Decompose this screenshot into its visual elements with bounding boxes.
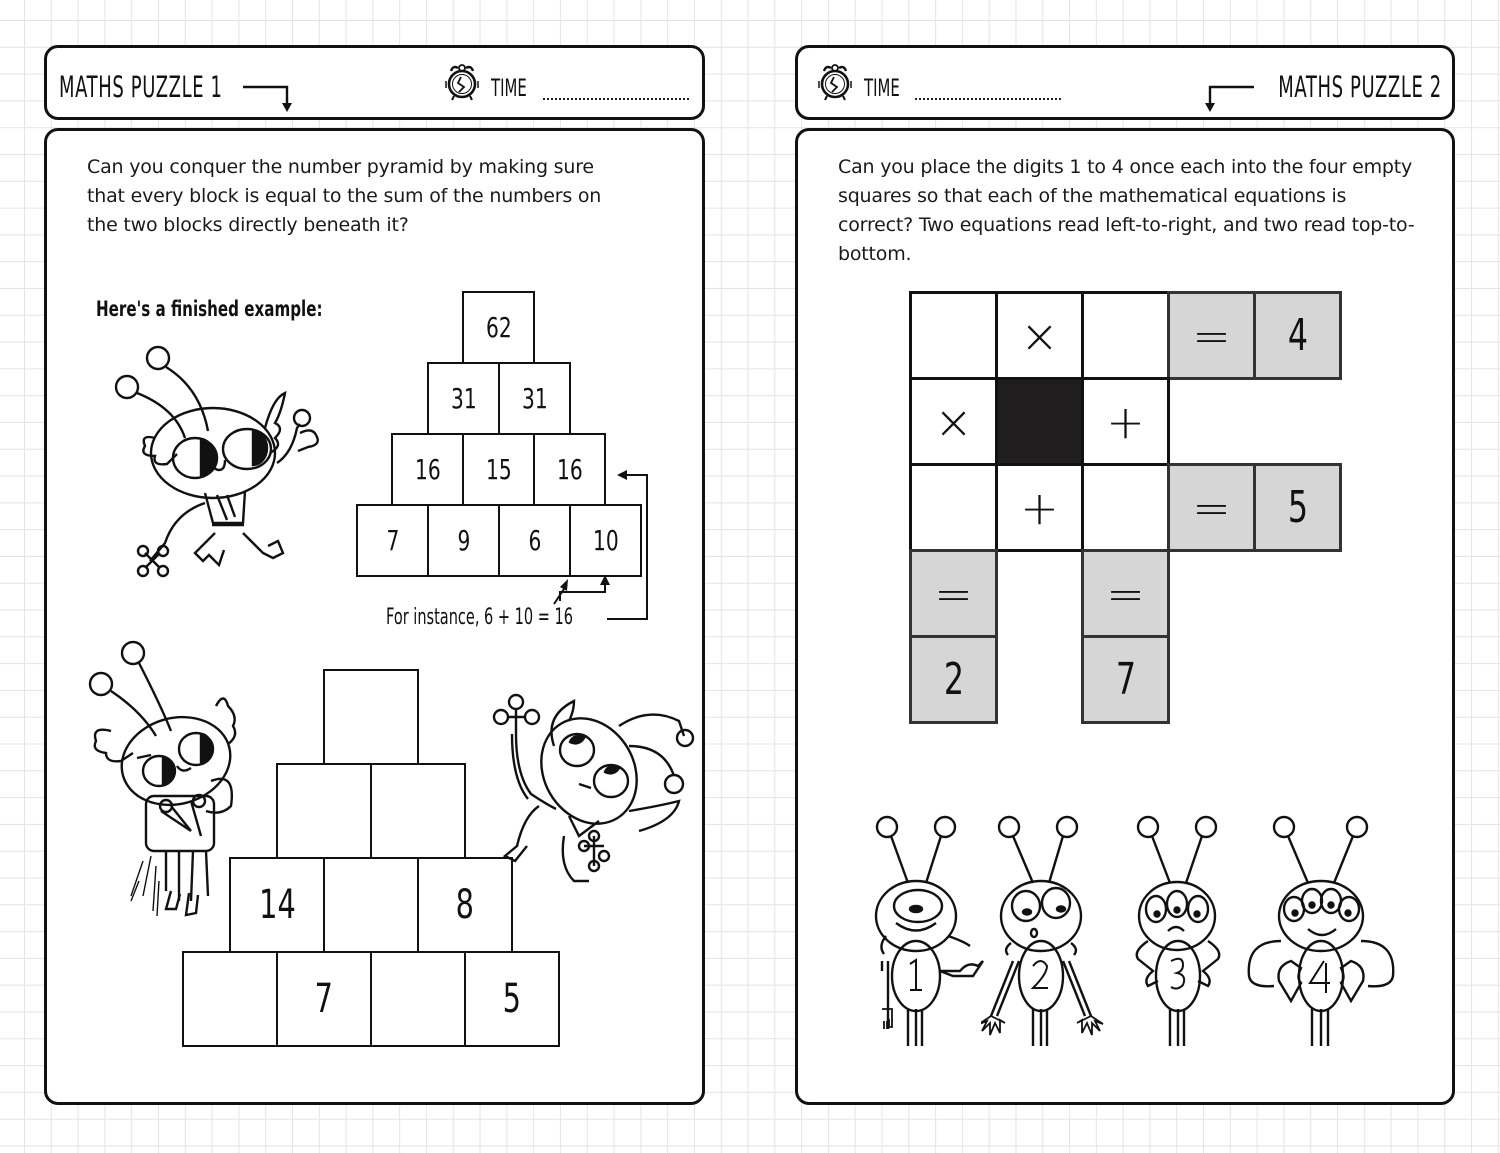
alarm-clock-icon — [816, 60, 854, 102]
example-block: 31 — [498, 362, 571, 435]
alien-running-icon — [105, 343, 330, 583]
right-time-input[interactable] — [915, 98, 1061, 100]
arrow-down-left-icon — [1198, 78, 1258, 114]
equals-sign: = — [1167, 291, 1256, 380]
plus-sign: + — [995, 463, 1084, 552]
grid-input-cell[interactable] — [909, 463, 998, 552]
result-cell: 7 — [1081, 635, 1170, 724]
result-cell: 4 — [1253, 291, 1342, 380]
right-header — [795, 45, 1455, 120]
grid-input-cell[interactable] — [1081, 463, 1170, 552]
example-block: 15 — [462, 433, 535, 506]
left-time-label: TIME — [491, 74, 527, 102]
pyramid-block: 8 — [417, 857, 513, 953]
pyramid-block-input[interactable] — [323, 669, 419, 765]
arrow-down-right-icon — [241, 78, 297, 114]
right-intro-text: Can you place the digits 1 to 4 once each into the four empty squares so that each of the mathematical equations is correct? Two equations read left-to-right, and two read top-to-bottom. — [838, 156, 1415, 265]
pyramid-block-input[interactable] — [370, 763, 466, 859]
example-block: 16 — [391, 433, 464, 506]
multiply-sign: × — [909, 377, 998, 466]
equals-sign: = — [909, 549, 998, 638]
pyramid-block-input[interactable] — [323, 857, 419, 953]
pyramid-block-input[interactable] — [370, 951, 466, 1047]
plus-sign: + — [1081, 377, 1170, 466]
alien-one-eye-icon — [866, 811, 986, 1046]
pyramid-block: 5 — [464, 951, 560, 1047]
result-cell: 2 — [909, 635, 998, 724]
blocked-cell — [995, 377, 1084, 466]
example-block: 10 — [569, 504, 642, 577]
example-label: Here's a finished example: — [96, 297, 323, 321]
example-block: 16 — [533, 433, 606, 506]
multiply-sign: × — [995, 291, 1084, 380]
left-page-panel — [44, 128, 705, 1105]
alien-three-eyes-icon — [1130, 811, 1250, 1046]
pyramid-block: 14 — [229, 857, 325, 953]
pyramid-block-input[interactable] — [182, 951, 278, 1047]
example-block: 62 — [462, 291, 535, 364]
left-time-input[interactable] — [543, 98, 689, 100]
example-block: 31 — [427, 362, 500, 435]
alien-two-eyes-icon — [981, 811, 1116, 1046]
right-page-panel — [795, 128, 1455, 1105]
left-intro-text: Can you conquer the number pyramid by making sure that every block is equal to the sum of the numbers on the two blocks directly beneath it? — [87, 156, 602, 236]
right-time-label: TIME — [864, 74, 900, 102]
alarm-clock-icon — [443, 60, 481, 102]
alien-tumbling-icon — [479, 686, 699, 911]
example-block: 7 — [356, 504, 429, 577]
grid-input-cell[interactable] — [1081, 291, 1170, 380]
alien-four-eyes-icon — [1246, 811, 1401, 1046]
equals-sign: = — [1167, 463, 1256, 552]
alien-jetpack-icon — [71, 631, 256, 931]
example-block: 9 — [427, 504, 500, 577]
pyramid-block-input[interactable] — [276, 763, 372, 859]
left-header — [44, 45, 705, 120]
left-page-title: MATHS PUZZLE 1 — [59, 70, 223, 104]
pyramid-block: 7 — [276, 951, 372, 1047]
example-block: 6 — [498, 504, 571, 577]
result-cell: 5 — [1253, 463, 1342, 552]
right-page-title: MATHS PUZZLE 2 — [1278, 70, 1442, 104]
example-note: For instance, 6 + 10 = 16 — [386, 605, 574, 630]
grid-input-cell[interactable] — [909, 291, 998, 380]
equals-sign: = — [1081, 549, 1170, 638]
